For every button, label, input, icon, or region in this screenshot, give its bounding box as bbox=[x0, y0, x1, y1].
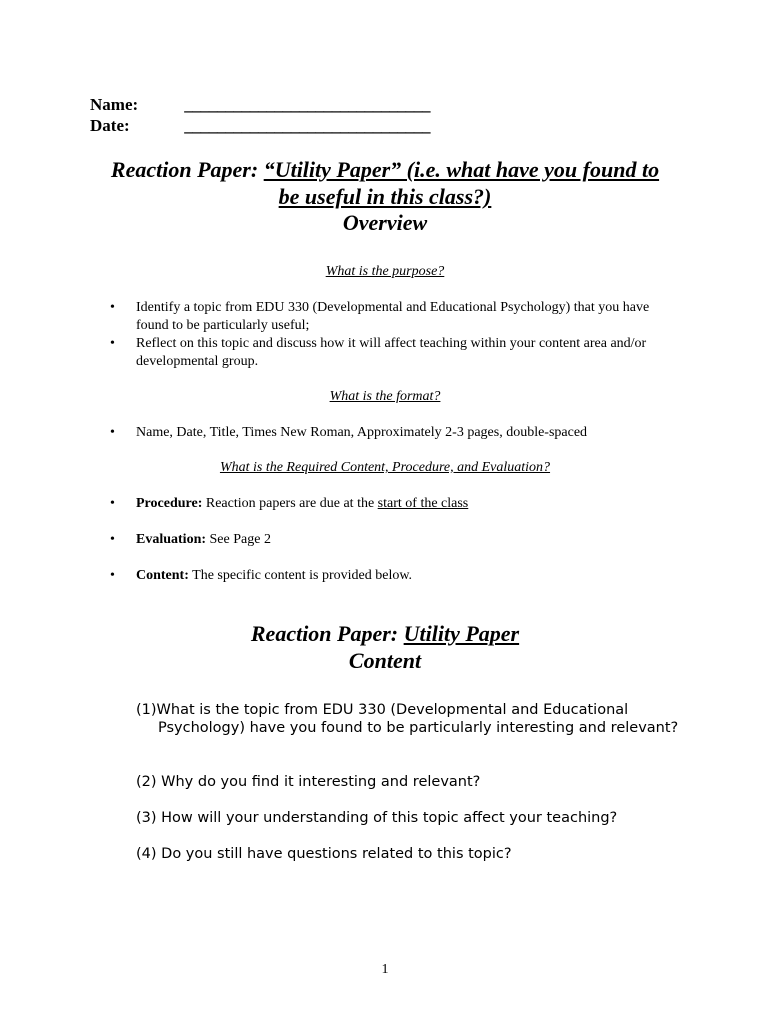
bullet-icon: • bbox=[110, 568, 115, 583]
list-item: • Name, Date, Title, Times New Roman, Approximately 2-3 pages, double-spaced bbox=[110, 425, 588, 440]
format-heading: What is the format? bbox=[329, 389, 441, 404]
question-2: (2) Why do you find it interesting and relevant? bbox=[136, 774, 481, 790]
content-section-title: Reaction Paper: Utility Paper Content bbox=[250, 621, 520, 673]
name-field bbox=[90, 95, 430, 115]
required-heading: What is the Required Content, Procedure, and Evaluation? bbox=[219, 460, 551, 475]
question-1: (1)What is the topic from EDU 330 (Developmental and Educational Psychology) have you found to be particularly interesting and relevant? bbox=[136, 702, 679, 736]
evaluation-item: • Evaluation: See Page 2 bbox=[110, 532, 271, 547]
page-number: 1 bbox=[381, 962, 389, 977]
date-label: Date: bbox=[90, 116, 130, 135]
list-item: • Reflect on this topic and discuss how it will affect teaching within your content area and/or developmental group. bbox=[110, 336, 647, 369]
content-subtitle: Content bbox=[348, 648, 422, 673]
overview-heading: Overview bbox=[342, 210, 428, 235]
question-4: (4) Do you still have questions related to this topic? bbox=[136, 846, 512, 862]
name-blank-line: ______________________________ bbox=[184, 95, 431, 114]
date-blank-line: ______________________________ bbox=[184, 116, 431, 135]
content-label: Content: bbox=[136, 568, 189, 583]
bullet-icon: • bbox=[110, 496, 115, 511]
bullet-icon: • bbox=[110, 336, 115, 351]
procedure-label: Procedure: bbox=[136, 496, 203, 511]
bullet-icon: • bbox=[110, 425, 115, 440]
purpose-heading: What is the purpose? bbox=[325, 264, 445, 279]
date-field bbox=[90, 116, 430, 136]
evaluation-label: Evaluation: bbox=[136, 532, 207, 547]
format-list bbox=[110, 424, 670, 442]
procedure-item: • Procedure: Reaction papers are due at the start of the class bbox=[110, 496, 469, 511]
content-item: • Content: The specific content is provided below. bbox=[110, 568, 413, 583]
bullet-icon: • bbox=[110, 300, 115, 315]
procedure-underlined: start of the class bbox=[377, 496, 469, 511]
bullet-icon: • bbox=[110, 532, 115, 547]
title-underlined-1: “Utility Paper” (i.e. what have you found to bbox=[263, 157, 660, 182]
document-title bbox=[60, 156, 710, 210]
list-item: • Identify a topic from EDU 330 (Developmental and Educational Psychology) that you have found to be particularly useful; bbox=[110, 300, 650, 333]
title-prefix: Reaction Paper: bbox=[110, 157, 264, 182]
purpose-list bbox=[110, 299, 670, 371]
name-label: Name: bbox=[90, 95, 139, 114]
title-underlined-2: be useful in this class?) bbox=[278, 184, 492, 209]
question-3: (3) How will your understanding of this topic affect your teaching? bbox=[136, 810, 618, 826]
